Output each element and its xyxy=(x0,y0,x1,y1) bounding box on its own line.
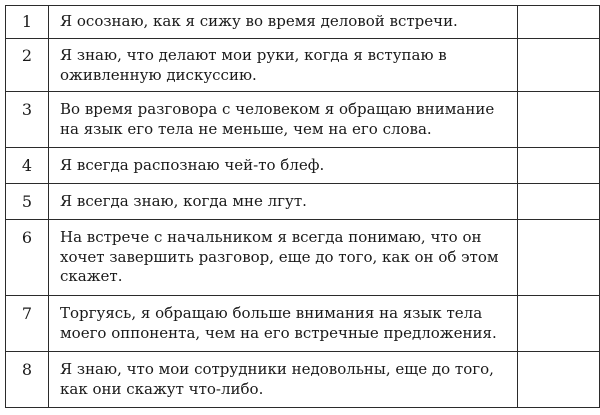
statement-text: Торгуясь, я обращаю больше внимания на язык тела моего оппонента, чем на его встречные предложения. xyxy=(60,304,497,342)
row-number: 5 xyxy=(21,192,33,211)
statement-text: Я всегда знаю, когда мне лгут. xyxy=(60,192,307,210)
row-number: 3 xyxy=(21,100,33,119)
statement-cell xyxy=(49,220,518,296)
answer-cell[interactable] xyxy=(518,148,600,184)
statement-cell xyxy=(49,352,518,408)
row-number-cell xyxy=(6,220,49,296)
row-number: 1 xyxy=(21,12,33,31)
row-number-cell xyxy=(6,352,49,408)
table-row xyxy=(6,352,600,408)
answer-cell[interactable] xyxy=(518,92,600,148)
answer-cell[interactable] xyxy=(518,39,600,92)
row-number: 4 xyxy=(21,156,33,175)
row-number-cell xyxy=(6,184,49,220)
statement-cell xyxy=(49,92,518,148)
table-row xyxy=(6,220,600,296)
answer-cell[interactable] xyxy=(518,220,600,296)
statement-cell xyxy=(49,148,518,184)
statement-text: Я осознаю, как я сижу во время деловой встречи. xyxy=(60,12,458,30)
row-number: 7 xyxy=(21,304,33,323)
statement-text: Я знаю, что мои сотрудники недовольны, еще до того, как они скажут что-либо. xyxy=(60,360,494,398)
row-number-cell xyxy=(6,92,49,148)
statement-text: Во время разговора с человеком я обращаю внимание на язык его тела не меньше, чем на его слова. xyxy=(60,100,495,138)
statement-table xyxy=(5,5,600,408)
row-number: 2 xyxy=(21,46,33,65)
row-number-cell xyxy=(6,296,49,352)
statement-cell xyxy=(49,184,518,220)
table-row xyxy=(6,296,600,352)
statement-cell xyxy=(49,39,518,92)
row-number-cell xyxy=(6,39,49,92)
answer-cell[interactable] xyxy=(518,296,600,352)
answer-cell[interactable] xyxy=(518,184,600,220)
row-number: 6 xyxy=(21,228,33,247)
table-row xyxy=(6,6,600,39)
statement-text: Я знаю, что делают мои руки, когда я вступаю в оживленную дискуссию. xyxy=(60,46,447,84)
answer-cell[interactable] xyxy=(518,6,600,39)
statement-text: На встрече с начальником я всегда понимаю, что он хочет завершить разговор, еще до того, как он об этом скажет. xyxy=(60,228,499,285)
statement-cell xyxy=(49,6,518,39)
table-row xyxy=(6,39,600,92)
table-row xyxy=(6,92,600,148)
row-number: 8 xyxy=(21,360,33,379)
table-row xyxy=(6,148,600,184)
table-row xyxy=(6,184,600,220)
row-number-cell xyxy=(6,6,49,39)
statement-text: Я всегда распознаю чей-то блеф. xyxy=(60,156,325,174)
answer-cell[interactable] xyxy=(518,352,600,408)
row-number-cell xyxy=(6,148,49,184)
statement-cell xyxy=(49,296,518,352)
